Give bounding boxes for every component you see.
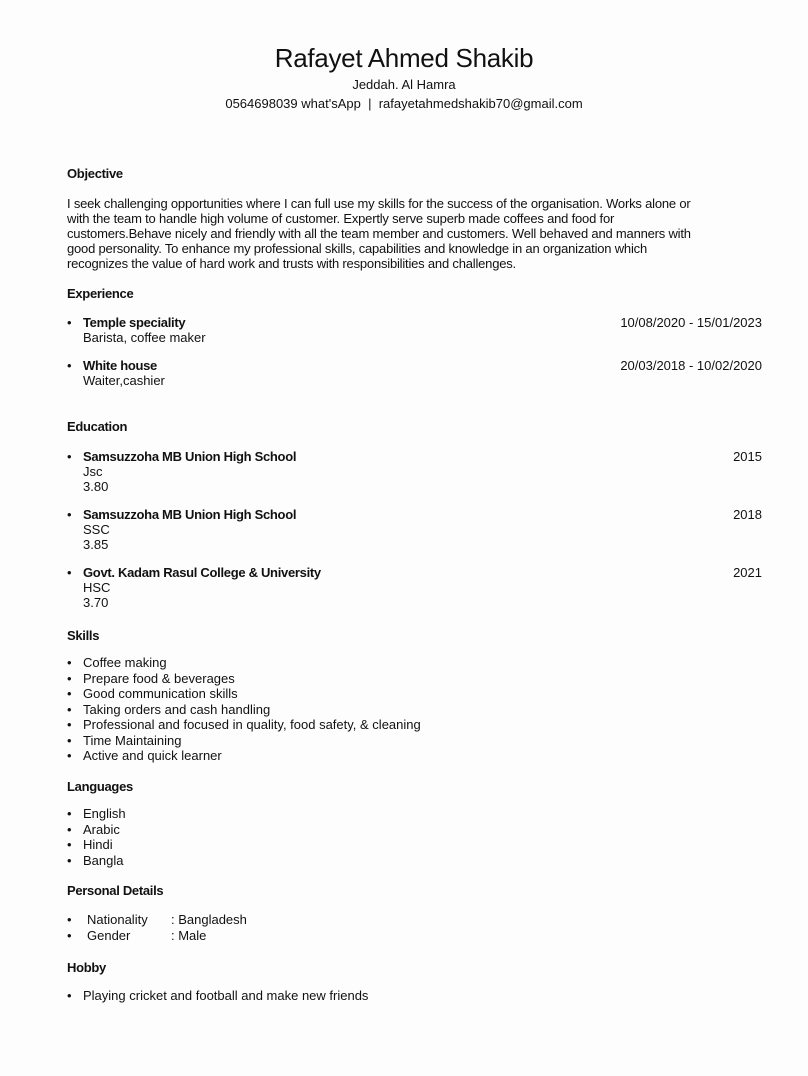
personal-details-section [67,883,762,943]
objective-line: recognizes the value of hard work and trusts with responsibilities and challenges. [67,256,516,271]
skill-item: • Taking orders and cash handling [67,702,762,718]
experience-entry [67,358,762,388]
year: 2021 [733,565,762,580]
personal-value: : Bangladesh [171,912,247,927]
role: Waiter,cashier [83,373,165,388]
skills-section [67,628,762,764]
education-section [67,419,762,623]
skill-item: • Professional and focused in quality, food safety, & cleaning [67,717,762,733]
objective-line: I seek challenging opportunities where I can full use my skills for the success of the organisation. Works alone or [67,196,691,211]
personal-item [67,928,762,944]
personal-key: Gender [87,927,131,943]
school: • Samsuzzoha MB Union High School [83,449,297,464]
level: SSC [83,522,110,537]
email: rafayetahmedshakib70@gmail.com [378,96,583,111]
objective-line: customers.Behave nicely and friendly with all the team member and customers. Well behaved and manners with [67,226,691,241]
skill-item: • Good communication skills [67,686,762,702]
section-heading: Experience [67,286,134,301]
school: • Samsuzzoha MB Union High School [83,507,297,522]
employer: • White house [83,358,157,373]
experience-entry [67,315,762,345]
education-entry [67,507,762,552]
experience-section [67,286,762,401]
education-entry [67,565,762,610]
role: Barista, coffee maker [83,330,206,345]
personal-item [67,912,762,928]
education-entry [67,449,762,494]
skill-item: • Coffee making [67,655,762,671]
school: • Govt. Kadam Rasul College & University [83,565,321,580]
contact-line [0,95,808,113]
dates: 10/08/2020 - 15/01/2023 [620,315,762,330]
gpa: 3.85 [83,537,109,552]
phone: 0564698039 what'sApp [225,96,361,111]
section-heading: Education [67,419,128,434]
personal-key: Nationality [87,912,148,927]
personal-value: : Male [171,927,207,943]
objective-line: with the team to handle high volume of customer. Expertly serve superb made coffees and food for [67,211,615,226]
level: Jsc [83,464,103,479]
employer: • Temple speciality [83,315,186,330]
section-heading: Skills [67,628,100,643]
languages-section [67,779,762,868]
language-item: • Hindi [67,837,762,853]
section-heading: Languages [67,779,133,794]
language-item: • English [67,806,762,822]
language-item: • Arabic [67,822,762,838]
objective-line: good personality. To enhance my professional skills, capabilities and knowledge in an organization which [67,241,647,256]
section-heading: Objective [67,166,123,181]
dates: 20/03/2018 - 10/02/2020 [620,358,762,373]
year: 2015 [733,449,762,464]
language-item: • Bangla [67,853,762,869]
gpa: 3.80 [83,479,109,494]
hobby-section [67,960,762,1004]
skill-item: • Time Maintaining [67,733,762,749]
hobby-item: • Playing cricket and football and make new friends [67,988,762,1004]
gpa: 3.70 [83,595,109,610]
resume-header [0,42,808,113]
year: 2018 [733,507,762,522]
address: Jeddah. Al Hamra [352,77,456,92]
level: HSC [83,580,111,595]
skill-item: • Prepare food & beverages [67,671,762,687]
section-heading: Personal Details [67,883,164,898]
separator: | [368,96,372,111]
skill-item: • Active and quick learner [67,748,762,764]
candidate-name: Rafayet Ahmed Shakib [274,43,534,73]
section-heading: Hobby [67,960,106,975]
objective-section [67,166,762,271]
